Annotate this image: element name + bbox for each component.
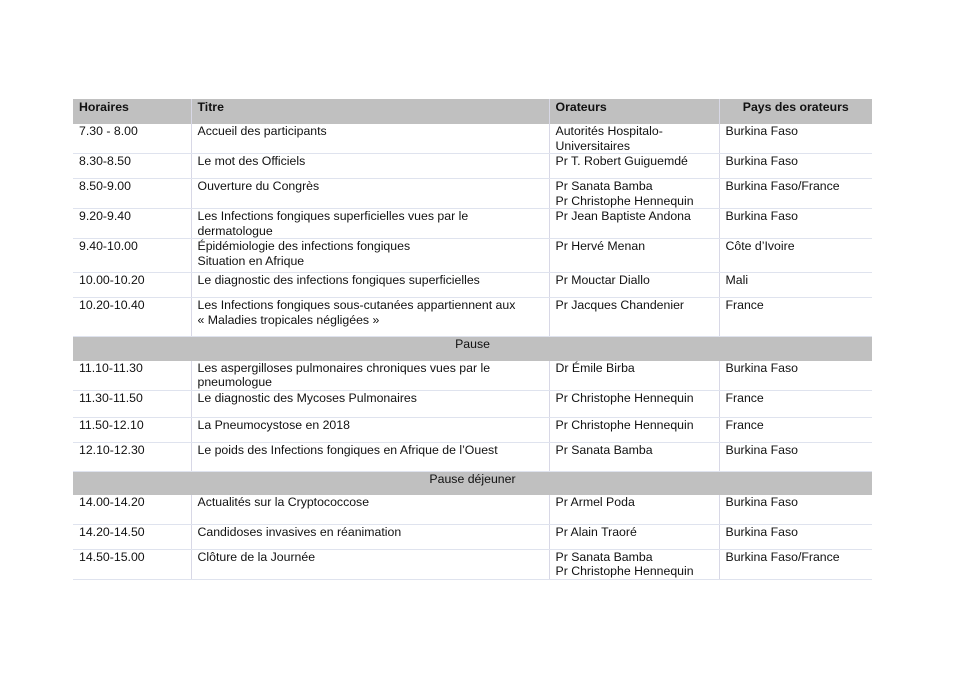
table-row (73, 417, 872, 442)
title-line: dermatologue (197, 223, 273, 238)
table-row (73, 273, 872, 298)
speaker-line: Dr Émile Birba (555, 360, 635, 375)
speaker-line: Autorités Hospitalo- (555, 124, 663, 138)
title-cell (191, 417, 549, 442)
table-row (73, 124, 872, 154)
speakers-cell (549, 298, 719, 337)
title-line: Les Infections fongiques sous-cutanées appartiennent aux (197, 298, 516, 312)
speaker-line: Pr Christophe Hennequin (555, 417, 694, 432)
table-row (73, 442, 872, 471)
title-line: Situation en Afrique (197, 253, 305, 268)
time-cell: 11.30-11.50 (73, 390, 191, 417)
title-cell (191, 442, 549, 471)
country-cell: Burkina Faso (719, 124, 872, 154)
table-row (73, 298, 872, 337)
speaker-line: Universitaires (555, 138, 630, 153)
time-cell: 11.10-11.30 (73, 361, 191, 391)
table-row (73, 239, 872, 273)
country-cell: Burkina Faso (719, 154, 872, 179)
title-line: Accueil des participants (197, 124, 327, 138)
time-cell: 9.40-10.00 (73, 239, 191, 273)
country-cell: France (719, 298, 872, 337)
table-header-row (73, 99, 872, 124)
country-cell: Burkina Faso (719, 209, 872, 239)
country-cell: Burkina Faso/France (719, 179, 872, 209)
time-cell: 14.00-14.20 (73, 495, 191, 524)
table-row (73, 495, 872, 524)
speakers-cell (549, 154, 719, 179)
country-cell: Burkina Faso/France (719, 549, 872, 579)
country-cell: Burkina Faso (719, 442, 872, 471)
country-cell: France (719, 390, 872, 417)
title-cell (191, 549, 549, 579)
table-row (73, 179, 872, 209)
pause-label: Pause déjeuner (73, 471, 872, 495)
time-cell: 12.10-12.30 (73, 442, 191, 471)
title-cell (191, 524, 549, 549)
country-cell: France (719, 417, 872, 442)
speakers-cell (549, 209, 719, 239)
header-horaires: Horaires (73, 99, 191, 124)
program-table (73, 99, 872, 580)
speakers-cell (549, 239, 719, 273)
speaker-line: Pr Christophe Hennequin (555, 193, 694, 208)
title-line: Les aspergilloses pulmonaires chroniques vues par le (197, 360, 491, 375)
time-cell: 8.30-8.50 (73, 154, 191, 179)
title-line: Clôture de la Journée (197, 549, 316, 564)
speaker-line: Pr Armel Poda (555, 495, 635, 509)
speakers-cell (549, 273, 719, 298)
title-line: Le diagnostic des Mycoses Pulmonaires (197, 390, 417, 405)
title-line: Ouverture du Congrès (197, 179, 320, 193)
country-cell: Côte d’Ivoire (719, 239, 872, 273)
speakers-cell (549, 361, 719, 391)
title-cell (191, 273, 549, 298)
table-row (73, 209, 872, 239)
title-cell (191, 154, 549, 179)
speaker-line: Pr Hervé Menan (555, 239, 646, 253)
time-cell: 11.50-12.10 (73, 417, 191, 442)
title-line: Le mot des Officiels (197, 154, 306, 168)
time-cell: 9.20-9.40 (73, 209, 191, 239)
time-cell: 14.50-15.00 (73, 549, 191, 579)
title-line: « Maladies tropicales négligées » (197, 312, 380, 327)
title-line: La Pneumocystose en 2018 (197, 417, 350, 432)
table-row (73, 361, 872, 391)
speaker-line: Pr Mouctar Diallo (555, 273, 650, 287)
pause-row (73, 471, 872, 495)
time-cell: 14.20-14.50 (73, 524, 191, 549)
pause-label: Pause (73, 337, 872, 361)
time-cell: 8.50-9.00 (73, 179, 191, 209)
title-line: Épidémiologie des infections fongiques (197, 239, 411, 253)
speaker-line: Pr T. Robert Guiguemdé (555, 154, 688, 168)
speaker-line: Pr Christophe Hennequin (555, 564, 694, 578)
speaker-line: Pr Sanata Bamba (555, 179, 653, 193)
speakers-cell (549, 124, 719, 154)
title-cell (191, 124, 549, 154)
speakers-cell (549, 390, 719, 417)
title-cell (191, 298, 549, 337)
speaker-line: Pr Alain Traoré (555, 524, 637, 539)
time-cell: 7.30 - 8.00 (73, 124, 191, 154)
title-line: Le diagnostic des infections fongiques superficielles (197, 273, 480, 287)
country-cell: Mali (719, 273, 872, 298)
country-cell: Burkina Faso (719, 495, 872, 524)
header-pays: Pays des orateurs (719, 99, 872, 124)
title-line: Les Infections fongiques superficielles vues par le (197, 209, 469, 223)
speakers-cell (549, 549, 719, 579)
time-cell: 10.20-10.40 (73, 298, 191, 337)
title-cell (191, 179, 549, 209)
speakers-cell (549, 417, 719, 442)
table-row (73, 549, 872, 579)
table-row (73, 154, 872, 179)
pause-row (73, 337, 872, 361)
speakers-cell (549, 495, 719, 524)
country-cell: Burkina Faso (719, 524, 872, 549)
title-line: pneumologue (197, 375, 273, 389)
title-line: Le poids des Infections fongiques en Afrique de l’Ouest (197, 442, 498, 457)
speaker-line: Pr Christophe Hennequin (555, 390, 694, 405)
title-cell (191, 495, 549, 524)
header-orateurs: Orateurs (549, 99, 719, 124)
table-row (73, 524, 872, 549)
speaker-line: Pr Sanata Bamba (555, 442, 653, 457)
title-cell (191, 239, 549, 273)
table-row (73, 390, 872, 417)
title-cell (191, 209, 549, 239)
title-line: Actualités sur la Cryptococcose (197, 495, 370, 509)
speaker-line: Pr Sanata Bamba (555, 549, 653, 564)
time-cell: 10.00-10.20 (73, 273, 191, 298)
country-cell: Burkina Faso (719, 361, 872, 391)
speakers-cell (549, 442, 719, 471)
title-cell (191, 390, 549, 417)
header-titre: Titre (191, 99, 549, 124)
speaker-line: Pr Jean Baptiste Andona (555, 209, 691, 223)
speakers-cell (549, 179, 719, 209)
program-body (73, 124, 872, 579)
title-line: Candidoses invasives en réanimation (197, 524, 402, 539)
title-cell (191, 361, 549, 391)
speaker-line: Pr Jacques Chandenier (555, 298, 685, 312)
speakers-cell (549, 524, 719, 549)
